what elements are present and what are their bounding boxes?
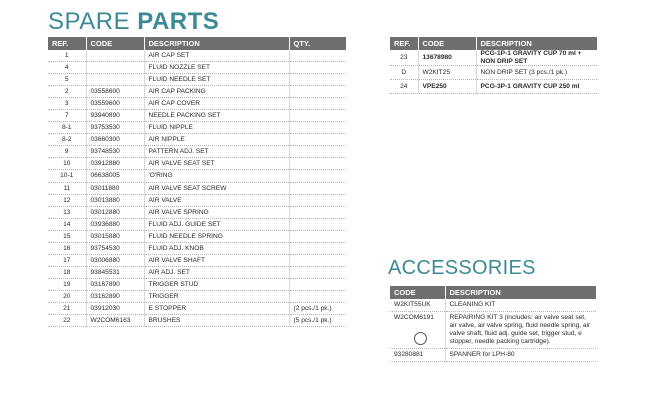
cell-code: W2COM6191 <box>394 314 434 321</box>
cell-description: FLUID ADJ. KNOB <box>144 242 289 254</box>
table-row <box>390 299 596 312</box>
cell-qty <box>289 170 346 182</box>
cell-code: 93940890 <box>86 110 144 122</box>
header-ref: REF. <box>390 37 418 50</box>
page-title-light: SPARE <box>48 8 138 35</box>
cell-code: 03011880 <box>86 182 144 194</box>
cell-ref: 19 <box>48 278 86 290</box>
cell-ref: 20 <box>48 290 86 302</box>
cell-code: 03912030 <box>86 302 144 314</box>
table-row <box>48 74 346 86</box>
cell-code: 93280881 <box>394 351 424 358</box>
cell-ref: 8-1 <box>48 122 86 134</box>
cell-ref: 17 <box>48 254 86 266</box>
cell-description: AIR VALVE SHAFT <box>144 254 289 266</box>
cell-qty <box>289 158 346 170</box>
cell-ref: 24 <box>390 80 418 94</box>
cell-qty <box>289 146 346 158</box>
table-row <box>48 290 346 302</box>
cell-code <box>86 62 144 74</box>
table-row <box>48 278 346 290</box>
table-row <box>48 230 346 242</box>
cell-code-wrap <box>390 349 445 362</box>
table-row <box>48 182 346 194</box>
cell-code: 03936880 <box>86 218 144 230</box>
cell-description: FLUID NIPPLE <box>144 122 289 134</box>
table-row <box>48 194 346 206</box>
cell-code: W2KIT55UK <box>394 301 431 308</box>
cell-ref: 5 <box>48 74 86 86</box>
cell-qty: (5 pcs./1 pk.) <box>289 315 346 327</box>
cell-ref: 21 <box>48 302 86 314</box>
accessories-table <box>390 286 596 362</box>
cell-description: SPANNER for LPH-80 <box>445 349 596 362</box>
cell-code: 03559600 <box>86 98 144 110</box>
table-row <box>48 254 346 266</box>
table-row <box>48 122 346 134</box>
cell-description: BRUSHES <box>144 315 289 327</box>
spare-parts-cups-table <box>390 37 597 94</box>
cell-qty <box>289 122 346 134</box>
cell-ref: 10 <box>48 158 86 170</box>
table-row <box>48 110 346 122</box>
cell-code: 03162890 <box>86 290 144 302</box>
cell-description: AIR VALVE SPRING <box>144 206 289 218</box>
table-row <box>48 62 346 74</box>
cell-qty <box>289 134 346 146</box>
spare-parts-table <box>48 37 346 327</box>
header-description: DESCRIPTION <box>476 37 597 50</box>
table-row <box>48 266 346 278</box>
cell-description: 'O'RING <box>144 170 289 182</box>
table-row <box>48 98 346 110</box>
header-code: CODE <box>86 37 144 50</box>
table-header-row <box>48 37 346 50</box>
table-row <box>48 302 346 314</box>
cell-ref: 12 <box>48 194 86 206</box>
cell-qty <box>289 230 346 242</box>
cell-qty <box>289 50 346 62</box>
cell-qty <box>289 98 346 110</box>
cell-code: 93845531 <box>86 266 144 278</box>
table-row <box>390 349 596 362</box>
cell-ref: 13 <box>48 206 86 218</box>
cell-description: PCG-3P-1 GRAVITY CUP 250 ml <box>476 80 597 94</box>
cell-ref: 16 <box>48 242 86 254</box>
cell-ref: 22 <box>48 315 86 327</box>
cell-qty <box>289 194 346 206</box>
cell-code <box>86 50 144 62</box>
cell-qty <box>289 110 346 122</box>
table-header-row <box>390 37 597 50</box>
table-header-row <box>390 286 596 299</box>
cell-code-wrap <box>390 299 445 312</box>
cell-ref: 14 <box>48 218 86 230</box>
cell-qty <box>289 290 346 302</box>
cell-ref: 7 <box>48 110 86 122</box>
header-description: DESCRIPTION <box>445 286 596 299</box>
cell-description: AIR ADJ. SET <box>144 266 289 278</box>
page-title <box>48 8 219 36</box>
cell-code: 03015880 <box>86 230 144 242</box>
cell-qty <box>289 62 346 74</box>
cell-ref: 4 <box>48 62 86 74</box>
cell-code: 03012880 <box>86 206 144 218</box>
cell-description: FLUID NEEDLE SET <box>144 74 289 86</box>
header-qty: QTY. <box>289 37 346 50</box>
header-code: CODE <box>390 286 445 299</box>
cell-ref: 18 <box>48 266 86 278</box>
cell-description: AIR CAP COVER <box>144 98 289 110</box>
cell-code-wrap <box>390 312 445 349</box>
cell-ref: 10-1 <box>48 170 86 182</box>
cell-code: 03006880 <box>86 254 144 266</box>
cell-ref: D <box>390 66 418 80</box>
cell-description: AIR CAP SET <box>144 50 289 62</box>
cell-description: NON DRIP SET (3 pcs./1 pk.) <box>476 66 597 80</box>
cell-description: CLEANING KIT <box>445 299 596 312</box>
cell-description: AIR CAP PACKING <box>144 86 289 98</box>
cell-ref: 2 <box>48 86 86 98</box>
cell-description: TRIGGER STUD <box>144 278 289 290</box>
cell-ref: 11 <box>48 182 86 194</box>
cell-description: AIR VALVE SEAT SCREW <box>144 182 289 194</box>
table-row <box>390 312 596 349</box>
table-row <box>48 242 346 254</box>
cell-description: PCG-1P-1 GRAVITY CUP 70 ml + NON DRIP SET <box>476 50 597 66</box>
cell-code: 03558600 <box>86 86 144 98</box>
cell-code: 93754530 <box>86 242 144 254</box>
table-row <box>48 218 346 230</box>
cell-ref: 8-2 <box>48 134 86 146</box>
cell-code: 03912880 <box>86 158 144 170</box>
table-row <box>48 158 346 170</box>
cell-qty <box>289 266 346 278</box>
table-row <box>48 146 346 158</box>
cell-description: REPAIRING KIT 3 (includes: air valve seat set, air valve, air valve spring, fluid needle spring, air valve shaft, fluid adj. guide set, trigger stud, e stopper, needle packing cartridge). <box>445 312 596 349</box>
cell-ref: 23 <box>390 50 418 66</box>
cell-description: FLUID ADJ. GUIDE SET <box>144 218 289 230</box>
cell-ref: 1 <box>48 50 86 62</box>
cell-code: W2KIT25 <box>418 66 476 80</box>
cell-code: 03660300 <box>86 134 144 146</box>
cell-qty: (2 pcs./1 pk.) <box>289 302 346 314</box>
cell-description: AIR VALVE <box>144 194 289 206</box>
cell-qty <box>289 254 346 266</box>
table-row <box>390 50 597 66</box>
cell-code <box>86 74 144 86</box>
table-row <box>48 86 346 98</box>
cell-qty <box>289 206 346 218</box>
cell-code: 93753530 <box>86 122 144 134</box>
cell-description: E STOPPER <box>144 302 289 314</box>
cell-description: NEEDLE PACKING SET <box>144 110 289 122</box>
cell-ref: 9 <box>48 146 86 158</box>
header-description: DESCRIPTION <box>144 37 289 50</box>
cell-description: AIR VALVE SEAT SET <box>144 158 289 170</box>
table-row <box>48 170 346 182</box>
cell-qty <box>289 278 346 290</box>
table-row <box>48 50 346 62</box>
header-ref: REF. <box>48 37 86 50</box>
page-title-bold: PARTS <box>137 8 220 35</box>
cell-qty <box>289 86 346 98</box>
cell-code: 06638005 <box>86 170 144 182</box>
header-code: CODE <box>418 37 476 50</box>
cell-description: PATTERN ADJ. SET <box>144 146 289 158</box>
table-row <box>390 66 597 80</box>
table-row <box>48 315 346 327</box>
table-row <box>390 80 597 94</box>
cell-code: W2COM6163 <box>86 315 144 327</box>
table-row <box>48 134 346 146</box>
cell-code: 03167890 <box>86 278 144 290</box>
circle-icon <box>414 332 427 345</box>
cell-qty <box>289 242 346 254</box>
cell-code: 13678980 <box>418 50 476 66</box>
cell-description: AIR NIPPLE <box>144 134 289 146</box>
cell-qty <box>289 218 346 230</box>
cell-description: TRIGGER <box>144 290 289 302</box>
cell-code: 93748530 <box>86 146 144 158</box>
cell-qty <box>289 182 346 194</box>
cell-qty <box>289 74 346 86</box>
cell-ref: 15 <box>48 230 86 242</box>
cell-description: FLUID NOZZLE SET <box>144 62 289 74</box>
cell-code: 03013880 <box>86 194 144 206</box>
cell-description: FLUID NEEDLE SPRING <box>144 230 289 242</box>
accessories-title: ACCESSORIES <box>388 257 536 279</box>
table-row <box>48 206 346 218</box>
cell-ref: 3 <box>48 98 86 110</box>
cell-code: VPE250 <box>418 80 476 94</box>
